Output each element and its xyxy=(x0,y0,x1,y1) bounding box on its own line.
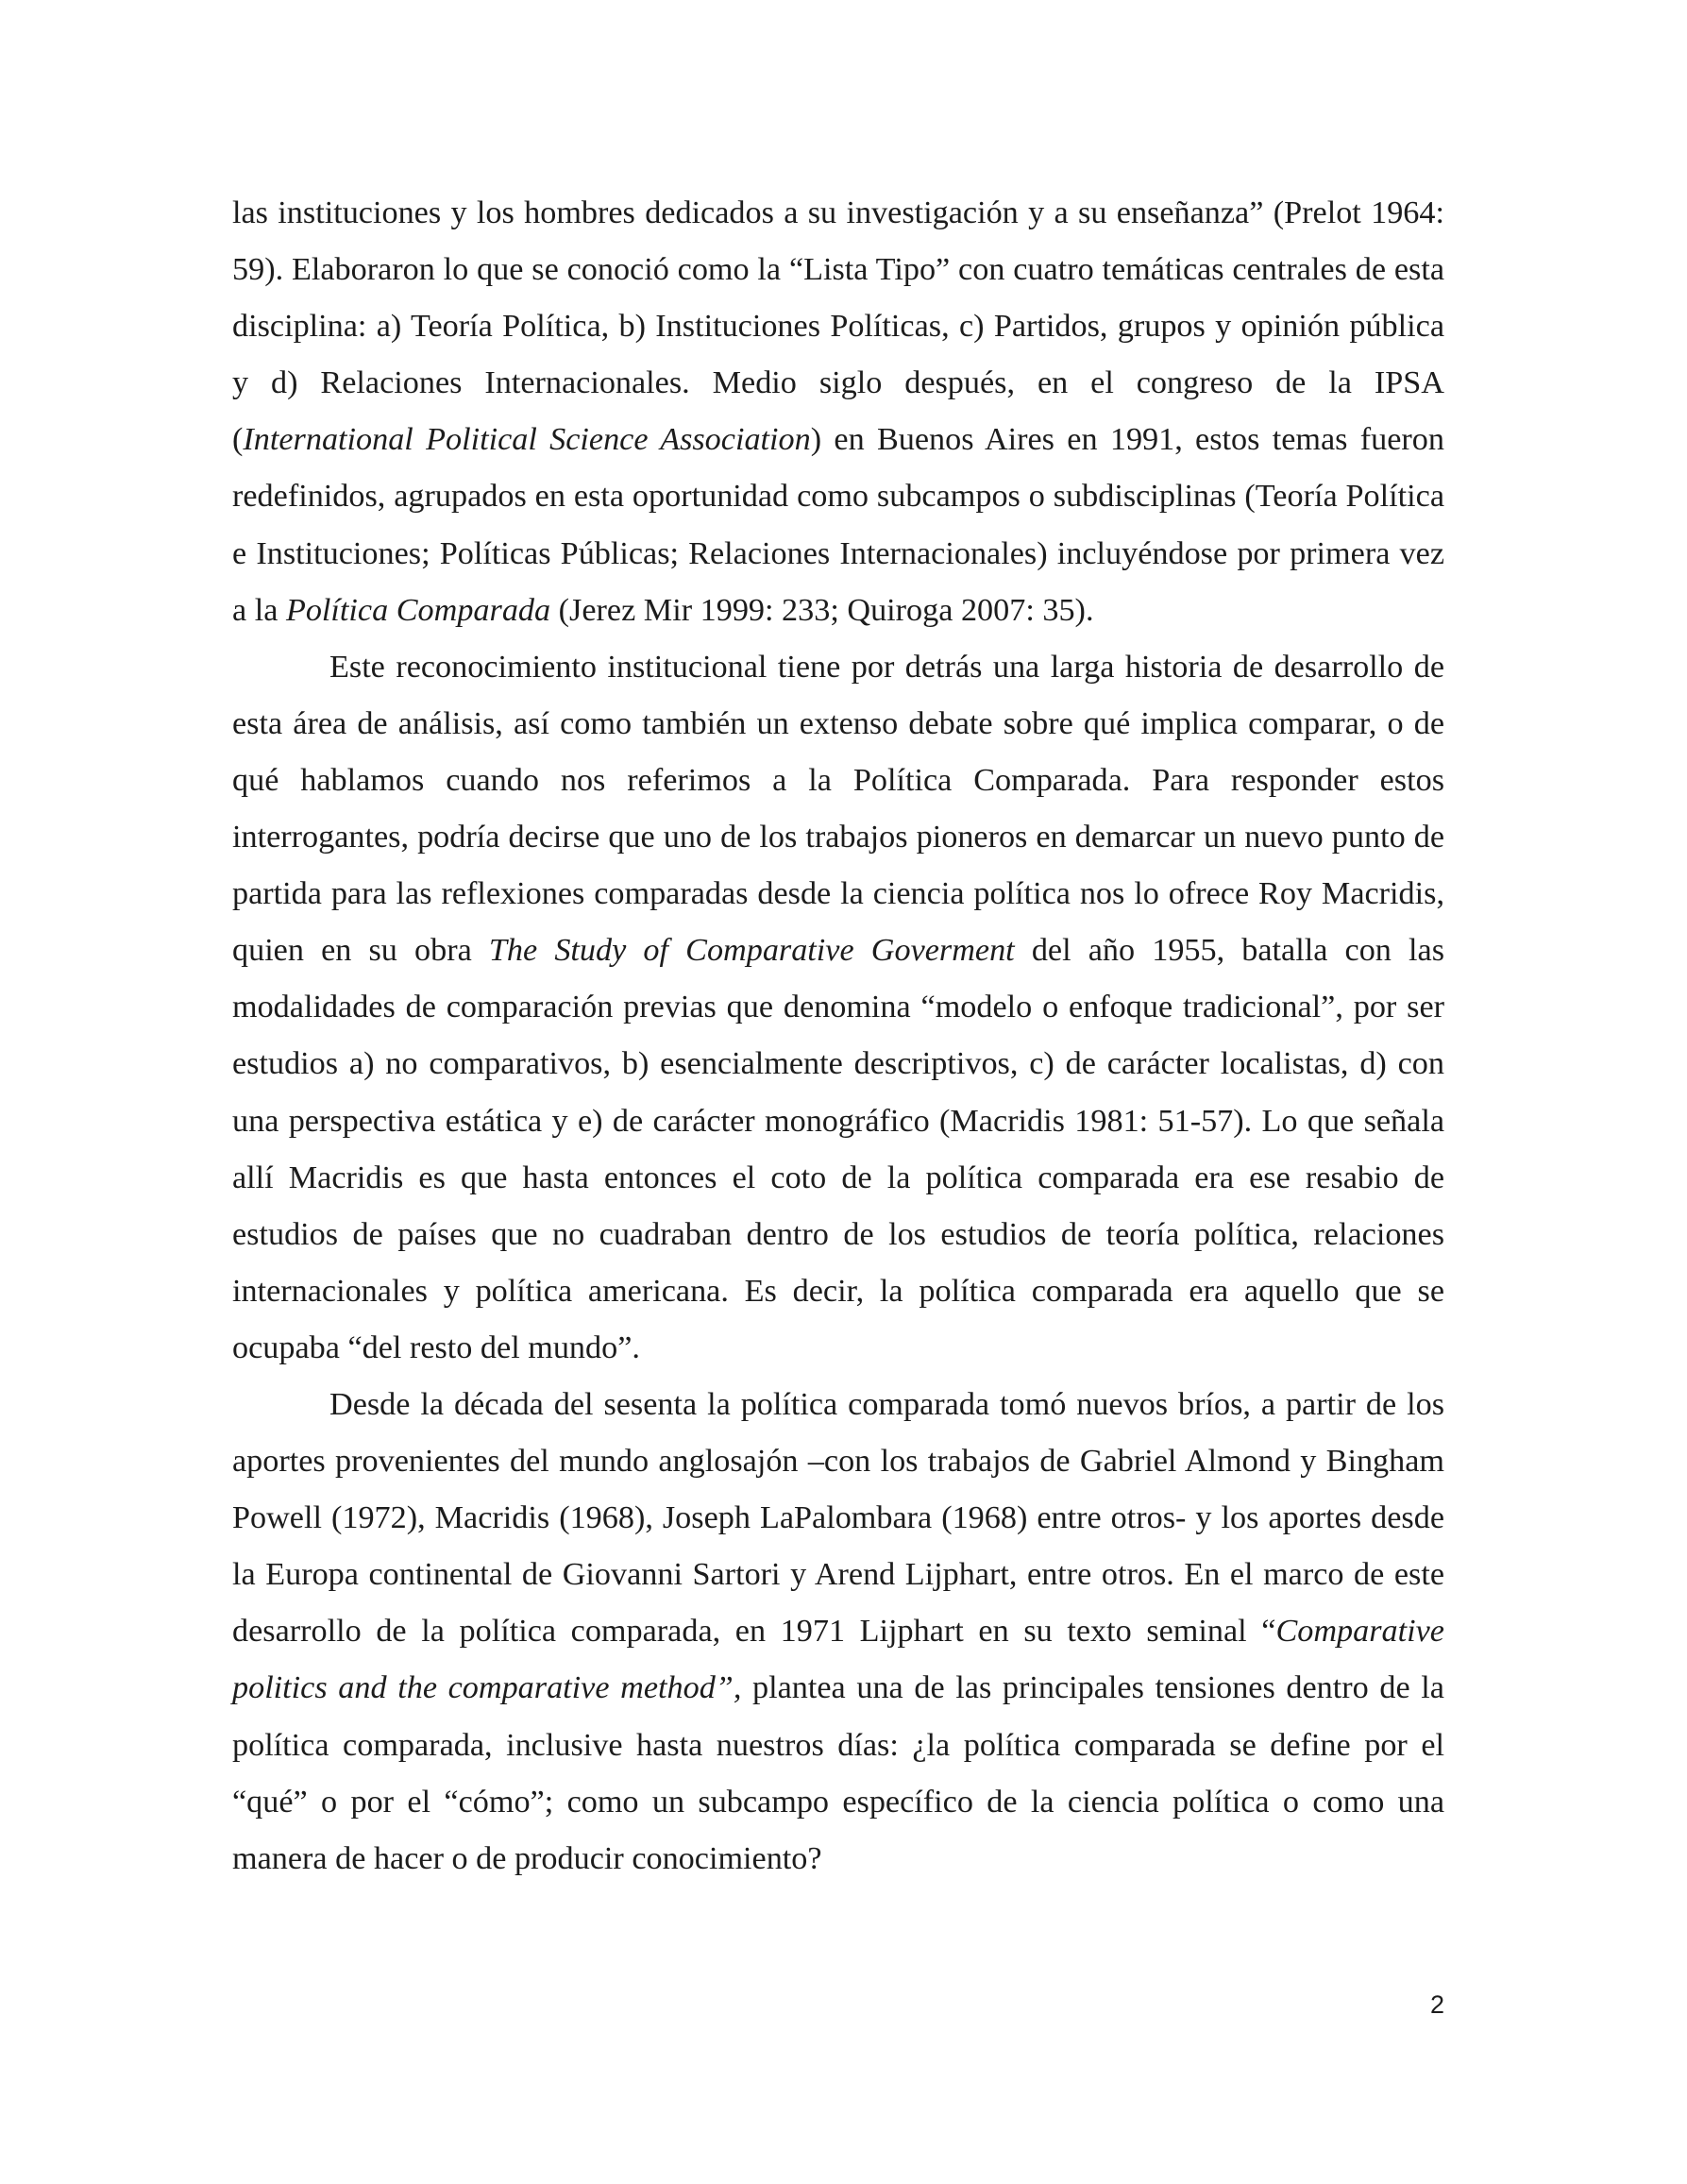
body-text xyxy=(232,185,1444,1888)
text-segment: las instituciones y los hombres dedicados a su investigación y a su enseñanza” (Prelot 1964: 59). Elaboraron lo que se conoció como la “Lista Tipo” con cuatro temáticas centrales de esta disciplina: a) Teoría Política, b) Instituciones Políticas, c) Partidos, grupos y opinión pública y d) Relaciones Internacionales. Medio siglo después, en el congreso de la IPSA ( xyxy=(232,195,1444,458)
paragraph-3 xyxy=(232,1377,1444,1888)
text-segment: Desde la década del sesenta la política comparada tomó nuevos bríos, a partir de los aportes provenientes del mundo anglosajón –con los trabajos de Gabriel Almond y Bingham Powell (1972), Macridis (1968), Joseph LaPalombara (1968) entre otros- y los aportes desde la Europa continental de Giovanni Sartori y Arend Lijphart, entre otros. En el marco de este desarrollo de la política comparada, en 1971 Lijphart en su texto seminal “ xyxy=(232,1386,1444,1650)
italic-book-title: The Study of Comparative Goverment xyxy=(488,933,1015,969)
text-segment: ) en Buenos Aires en 1991, estos temas fueron redefinidos, agrupados en esta oportunidad como subcampos o subdisciplinas (Teoría Política e Instituciones; Políticas Públicas; Relaciones Internacionales) incluyéndose por primera vez a la xyxy=(232,422,1444,628)
text-segment: plantea una de las principales tensiones dentro de la política comparada, inclusive hasta nuestros días: ¿la política comparada se define por el “qué” o por el “cómo”; como un subcampo específico de la ciencia política o como una manera de hacer o de producir conocimiento? xyxy=(232,1670,1444,1876)
paragraph-2 xyxy=(232,639,1444,1377)
paragraph-1 xyxy=(232,185,1444,639)
text-segment: del año 1955, batalla con las modalidades de comparación previas que denomina “modelo o enfoque tradicional”, por ser estudios a) no comparativos, b) esencialmente descriptivos, c) de carácter localistas, d) con una perspectiva estática y e) de carácter monográfico (Macridis 1981: 51-57). Lo que señala allí Macridis es que hasta entonces el coto de la política comparada era ese resabio de estudios de países que no cuadraban dentro de los estudios de teoría política, relaciones internacionales y política americana. Es decir, la política comparada era aquello que se ocupaba “del resto del mundo”. xyxy=(232,933,1444,1365)
page-number: 2 xyxy=(1429,1990,1444,2019)
italic-article-title: Comparative politics and the comparative method”, xyxy=(232,1614,1444,1706)
italic-term: International Political Science Association xyxy=(243,422,811,458)
text-segment: (Jerez Mir 1999: 233; Quiroga 2007: 35). xyxy=(550,592,1094,628)
italic-term: Política Comparada xyxy=(285,592,551,628)
text-segment: Este reconocimiento institucional tiene por detrás una larga historia de desarrollo de esta área de análisis, así como también un extenso debate sobre qué implica comparar, o de qué hablamos cuando nos referimos a la Política Comparada. Para responder estos interrogantes, podría decirse que uno de los trabajos pioneros en demarcar un nuevo punto de partida para las reflexiones comparadas desde la ciencia política nos lo ofrece Roy Macridis, quien en su obra xyxy=(232,649,1444,969)
